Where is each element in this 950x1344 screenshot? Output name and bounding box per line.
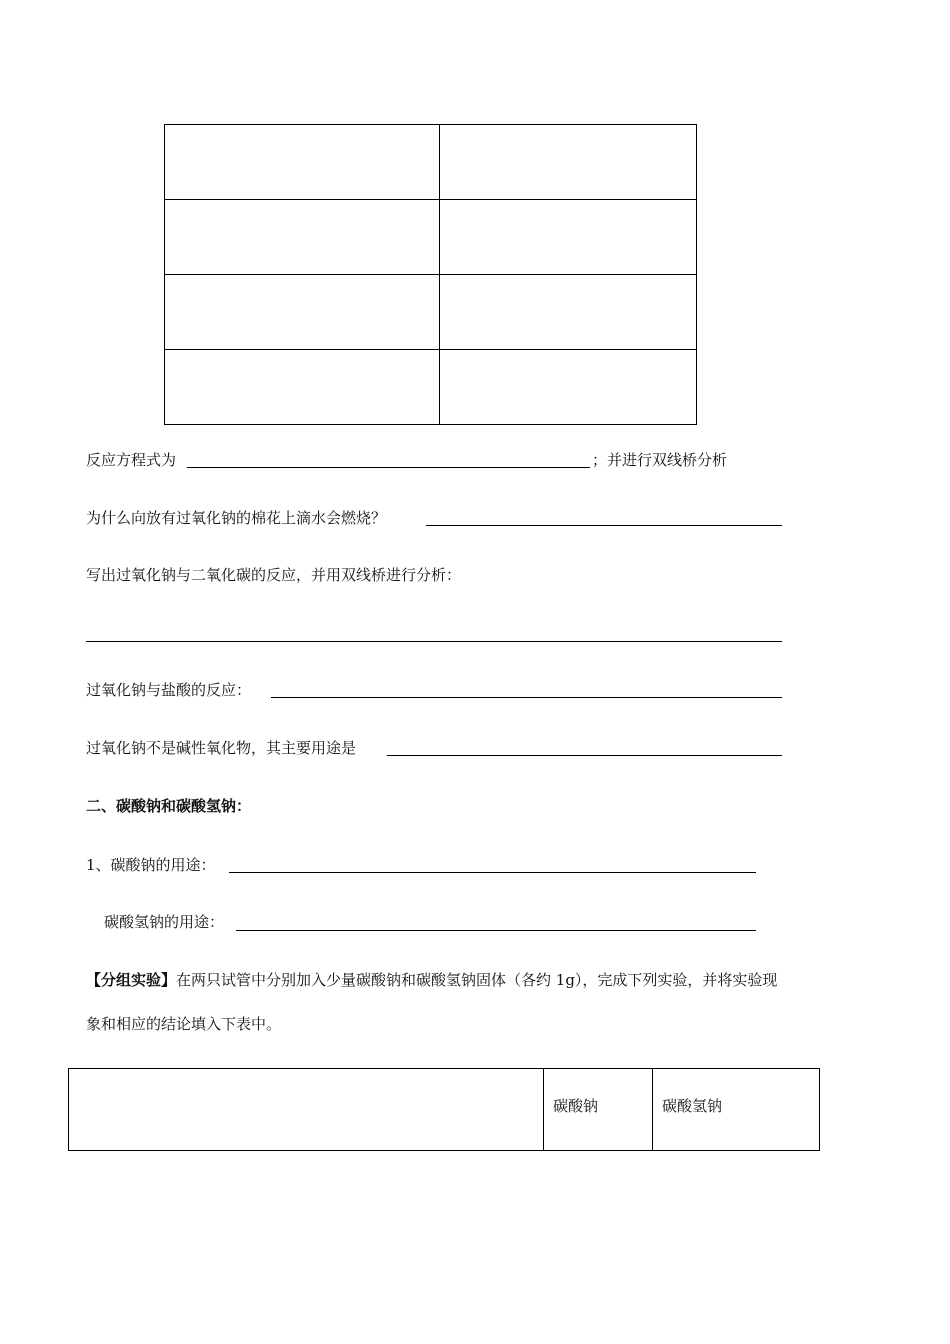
table-row [165,200,697,275]
equation-answer-blank[interactable] [187,467,590,468]
cotton-answer-blank[interactable] [426,525,782,526]
use-question: 过氧化钠不是碱性氧化物，其主要用途是 [86,739,357,757]
co2-question: 写出过氧化钠与二氧化碳的反应，并用双线桥进行分析： [86,566,462,584]
equation-suffix: ；并进行双线桥分析 [592,451,728,469]
experiment-tag: 【分组实验】 [86,971,177,989]
cotton-question: 为什么向放有过氧化钠的棉花上滴水会燃烧？ [86,509,387,527]
use-answer-blank[interactable] [387,755,782,756]
blank-table [164,124,697,425]
table-cell[interactable] [69,1069,544,1151]
experiment-text-line1: 在两只试管中分别加入少量碳酸钠和碳酸氢钠固体（各约 1g），完成下列实验，并将实验现 [176,971,778,989]
section-title: 二、碳酸钠和碳酸氢钠： [86,797,252,815]
table-cell[interactable] [165,275,440,350]
hcl-question: 过氧化钠与盐酸的反应： [86,681,252,699]
column-header-nahco3: 碳酸氢钠 [653,1069,820,1151]
comparison-table [68,1068,820,1151]
nahco3-use-label: 碳酸氢钠的用途： [104,913,225,931]
table-cell[interactable] [440,200,697,275]
experiment-text-line2: 象和相应的结论填入下表中。 [86,1015,282,1033]
column-header-na2co3: 碳酸钠 [544,1069,653,1151]
table-row [165,275,697,350]
na2co3-use-blank[interactable] [229,872,756,873]
table-cell[interactable] [165,200,440,275]
table-cell[interactable] [440,125,697,200]
table-cell[interactable] [165,350,440,425]
table-cell[interactable] [440,350,697,425]
experiment-paragraph [86,970,777,990]
equation-prompt: 反应方程式为 [86,451,177,469]
hcl-answer-blank[interactable] [271,697,782,698]
nahco3-use-blank[interactable] [236,930,756,931]
table-row [165,125,697,200]
na2co3-use-label: 1、碳酸钠的用途： [86,856,216,874]
co2-answer-blank[interactable] [86,641,782,642]
table-row [165,350,697,425]
table-cell[interactable] [440,275,697,350]
table-header-row [69,1069,820,1151]
table-cell[interactable] [165,125,440,200]
